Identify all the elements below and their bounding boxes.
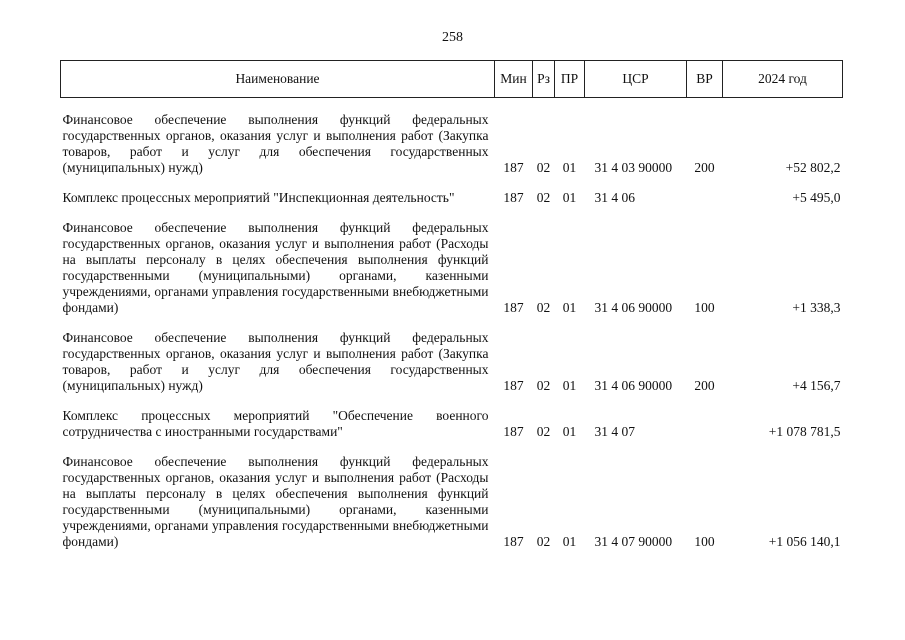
- row-min: 187: [503, 534, 524, 549]
- row-vr: 200: [694, 378, 715, 393]
- header-csr: ЦСР: [585, 61, 687, 98]
- row-csr: 31 4 07: [594, 424, 635, 439]
- table-row: [61, 408, 843, 440]
- header-vr: ВР: [687, 61, 723, 98]
- row-pr: 01: [562, 534, 577, 549]
- row-vr: [687, 408, 723, 440]
- row-min: 187: [503, 300, 524, 315]
- budget-table: [60, 60, 843, 550]
- row-min: 187: [503, 424, 524, 439]
- row-rz: 02: [536, 534, 551, 549]
- header-name: Наименование: [61, 61, 495, 98]
- header-rz: Рз: [533, 61, 555, 98]
- row-min: 187: [503, 190, 524, 205]
- row-amount: +5 495,0: [792, 190, 841, 205]
- row-amount: +1 056 140,1: [768, 534, 841, 549]
- row-amount: +52 802,2: [785, 160, 841, 175]
- row-name: Комплекс процессных мероприятий "Инспекционная деятельность": [62, 190, 455, 205]
- row-pr: 01: [562, 424, 577, 439]
- row-pr: 01: [562, 190, 577, 205]
- row-rz: 02: [536, 378, 551, 393]
- row-rz: 02: [536, 300, 551, 315]
- row-rz: 02: [536, 424, 551, 439]
- row-min: 187: [503, 160, 524, 175]
- row-vr: [687, 190, 723, 206]
- row-name: Финансовое обеспечение выполнения функций федеральных государственных органов, оказания услуг и выполнения работ (Расходы на выплаты персоналу в целях обеспечения выполнения функций государственными (муниципальными) органами, казенными учреждениями, органами управления государственными внебюджетными фондами): [62, 454, 489, 549]
- row-min: 187: [503, 378, 524, 393]
- table-row: [61, 330, 843, 394]
- row-name: Комплекс процессных мероприятий "Обеспечение военного сотрудничества с иностранными государствами": [62, 408, 489, 439]
- row-csr: 31 4 06 90000: [594, 300, 673, 315]
- row-vr: 100: [694, 534, 715, 549]
- row-vr: 100: [694, 300, 715, 315]
- header-min: Мин: [495, 61, 533, 98]
- table-row: [61, 190, 843, 206]
- row-csr: 31 4 07 90000: [594, 534, 673, 549]
- row-amount: +4 156,7: [792, 378, 841, 393]
- row-csr: 31 4 06 90000: [594, 378, 673, 393]
- header-year: 2024 год: [723, 61, 843, 98]
- row-name: Финансовое обеспечение выполнения функций федеральных государственных органов, оказания услуг и выполнения работ (Расходы на выплаты персоналу в целях обеспечения выполнения функций государственными (муниципальными) органами, казенными учреждениями, органами управления государственными внебюджетными фондами): [62, 220, 489, 315]
- row-amount: +1 078 781,5: [768, 424, 841, 439]
- row-amount: +1 338,3: [792, 300, 841, 315]
- table-row: [61, 112, 843, 176]
- header-pr: ПР: [555, 61, 585, 98]
- row-pr: 01: [562, 378, 577, 393]
- table-row: [61, 220, 843, 316]
- table-row: [61, 454, 843, 550]
- row-pr: 01: [562, 300, 577, 315]
- row-csr: 31 4 03 90000: [594, 160, 673, 175]
- row-rz: 02: [536, 160, 551, 175]
- row-name: Финансовое обеспечение выполнения функций федеральных государственных органов, оказания услуг и выполнения работ (Закупка товаров, работ и услуг для обеспечения государственных (муниципальных) нужд): [62, 112, 489, 175]
- row-vr: 200: [694, 160, 715, 175]
- row-pr: 01: [562, 160, 577, 175]
- row-rz: 02: [536, 190, 551, 205]
- row-name: Финансовое обеспечение выполнения функций федеральных государственных органов, оказания услуг и выполнения работ (Закупка товаров, работ и услуг для обеспечения государственных (муниципальных) нужд): [62, 330, 489, 393]
- page-number: 258: [442, 30, 463, 45]
- row-csr: 31 4 06: [594, 190, 635, 205]
- table-header-row: [61, 61, 843, 98]
